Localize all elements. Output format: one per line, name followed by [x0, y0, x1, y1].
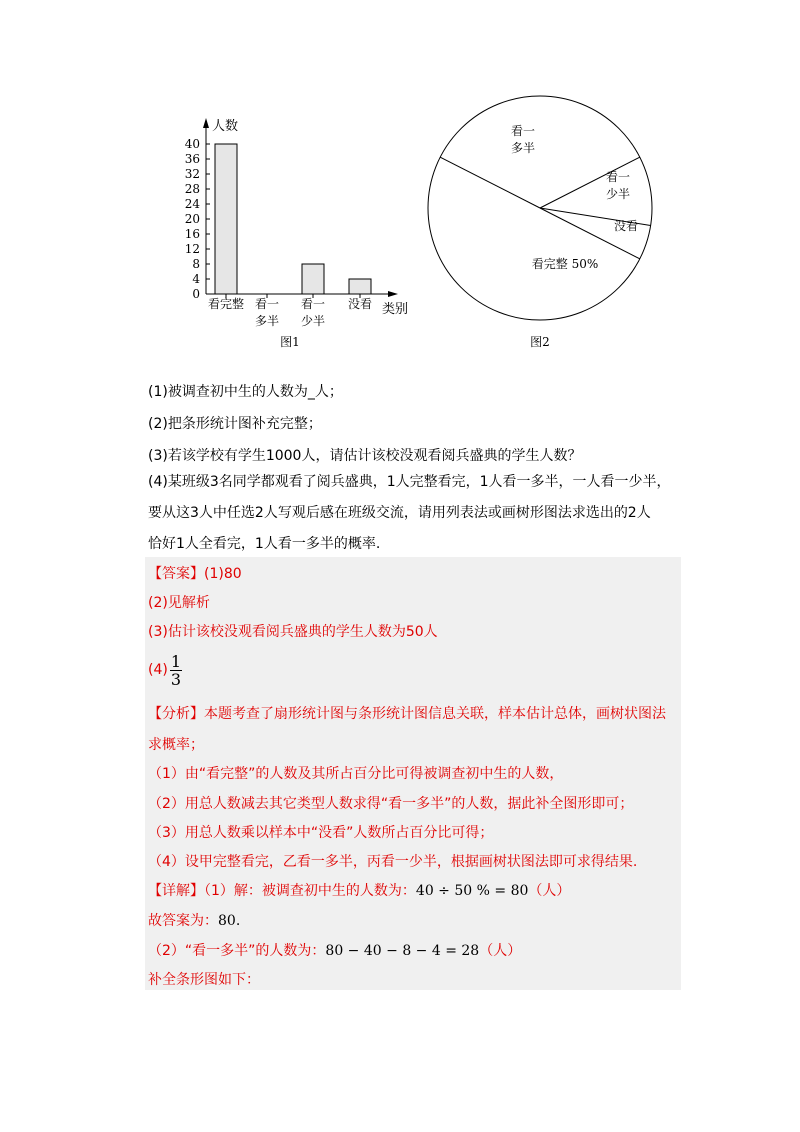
- bar: [302, 264, 324, 294]
- y-axis-arrow: [203, 118, 209, 128]
- detail-1-text: （1）解：被调查初中生的人数为：: [204, 883, 416, 899]
- pie-slice-label: 少半: [605, 187, 631, 201]
- question-4-line-2: 要从这3人中任选2人写观后感在班级交流，请用列表法或画树形图法求选出的2人: [148, 505, 651, 521]
- question-3: (3)若该学校有学生1000人，请估计该校没观看阅兵盛典的学生人数？: [148, 448, 582, 464]
- analysis-point-4: （4）设甲完整看完，乙看一多半，丙看一少半，根据画树状图法即可求得结果.: [148, 854, 638, 870]
- y-tick-label: 16: [184, 227, 200, 241]
- x-tick-label: 看一: [254, 297, 280, 311]
- x-tick-label: 看一: [300, 297, 326, 311]
- pie-slice-label: 看一: [510, 124, 536, 138]
- answer-tag: 【答案】: [148, 566, 204, 582]
- bar-chart: [170, 108, 420, 348]
- x-tick-label: 少半: [300, 314, 326, 328]
- figure-caption: 图1: [280, 335, 300, 348]
- answer-1: [148, 564, 242, 584]
- analysis-line-2: 求概率；: [148, 737, 204, 753]
- analysis-line-1: [148, 704, 666, 724]
- answer-4-fraction: [170, 653, 182, 688]
- pie-slice-label: 多半: [510, 141, 536, 155]
- y-tick-label: 12: [184, 242, 200, 256]
- answer-4-prefix: (4): [148, 662, 168, 678]
- y-tick-label: 40: [184, 137, 200, 151]
- pie-slice-label: 看一: [605, 170, 631, 184]
- question-4-line-1: (4)某班级3名同学都观看了阅兵盛典，1人完整看完，1人看一多半，一人看一少半，: [148, 474, 671, 490]
- analysis-text-1: 本题考查了扇形统计图与条形统计图信息关联，样本估计总体，画树状图法: [204, 706, 666, 722]
- x-tick-label: 没看: [347, 297, 373, 311]
- y-axis-label: 人数: [212, 119, 239, 134]
- x-axis-label: 类别: [382, 302, 409, 317]
- detail-3-unit: （人）: [479, 943, 522, 959]
- y-tick-label: 20: [184, 212, 200, 226]
- detail-1-formula: 40 ÷ 50 % = 80: [415, 883, 529, 899]
- analysis-point-3: （3）用总人数乘以样本中“没看”人数所占百分比可得；: [148, 825, 494, 841]
- detail-3-text: （2）“看一多半”的人数为：: [148, 943, 326, 959]
- y-tick-label: 24: [184, 197, 200, 211]
- figure-caption: 图2: [530, 335, 550, 349]
- x-tick-label: 看完整: [207, 297, 245, 311]
- bar: [349, 279, 371, 294]
- answer-2: (2)见解析: [148, 595, 210, 611]
- detail-line-2: [148, 911, 240, 931]
- analysis-tag: 【分析】: [148, 706, 204, 722]
- detail-2-prefix: 故答案为：: [148, 913, 218, 929]
- detail-line-4: 补全条形图如下：: [148, 972, 260, 988]
- answer-3: (3)估计该校没观看阅兵盛典的学生人数为50人: [148, 624, 438, 640]
- detail-1-unit: （人）: [528, 883, 571, 899]
- pie-slice-label: 没看: [613, 219, 639, 233]
- y-tick-label: 8: [192, 257, 200, 271]
- detail-line-3: [148, 941, 521, 961]
- detail-tag: 【详解】: [148, 883, 204, 899]
- y-tick-label: 28: [184, 182, 200, 196]
- y-tick-label: 32: [184, 167, 200, 181]
- detail-2-end: .: [235, 913, 241, 929]
- y-tick-label: 4: [192, 272, 200, 286]
- detail-line-1: [148, 881, 570, 901]
- fraction-numerator: 1: [170, 651, 182, 671]
- analysis-point-1: （1）由“看完整”的人数及其所占百分比可得被调查初中生的人数，: [148, 766, 564, 782]
- pie-slice-label: 看完整 50%: [531, 257, 599, 271]
- detail-3-formula: 80 − 40 − 8 − 4 = 28: [325, 943, 480, 959]
- question-4-line-3: 恰好1人全看完，1人看一多半的概率.: [148, 536, 381, 552]
- fraction-denominator: 3: [170, 669, 182, 689]
- x-tick-label: 多半: [254, 314, 280, 328]
- pie-chart: [420, 80, 670, 350]
- answer-4: [148, 652, 182, 688]
- y-tick-label: 0: [192, 287, 200, 301]
- question-2: (2)把条形统计图补充完整；: [148, 416, 322, 432]
- x-axis-arrow: [388, 291, 398, 297]
- question-1: (1)被调查初中生的人数为_人；: [148, 384, 343, 400]
- y-tick-label: 36: [184, 152, 200, 166]
- answer-1-text: (1)80: [204, 566, 242, 582]
- detail-2-value: 80: [218, 913, 236, 929]
- bar: [215, 144, 237, 294]
- analysis-point-2: （2）用总人数减去其它类型人数求得“看一多半”的人数，据此补全图形即可；: [148, 796, 634, 812]
